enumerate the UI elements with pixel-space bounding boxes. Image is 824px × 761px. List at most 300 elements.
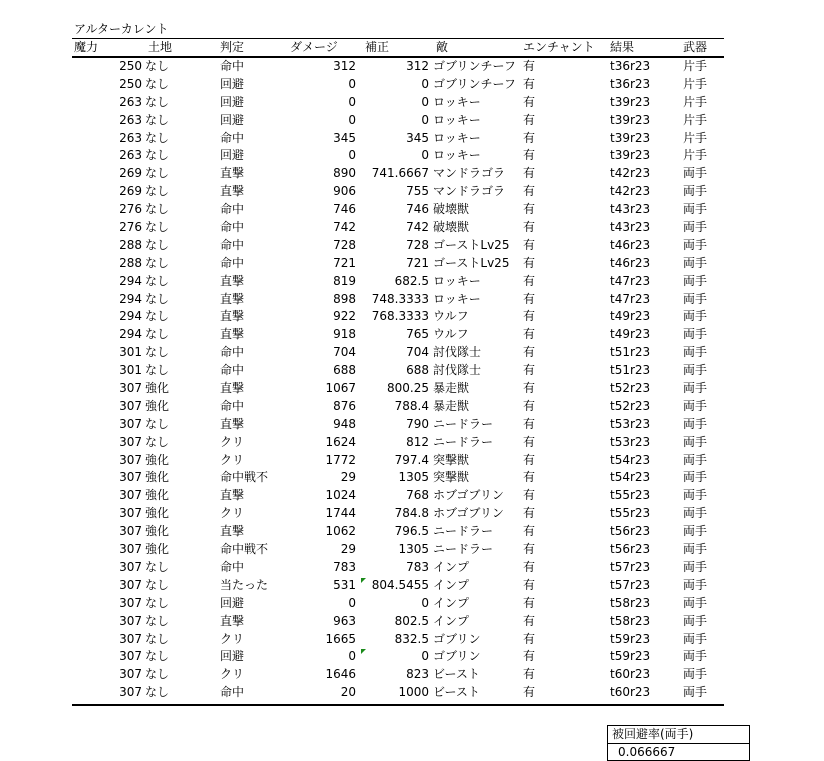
- cell-land[interactable]: なし: [145, 363, 170, 378]
- cell-judge[interactable]: 命中: [220, 685, 245, 700]
- cell-power[interactable]: 307: [119, 685, 142, 700]
- cell-enchant[interactable]: 有: [523, 184, 536, 199]
- cell-result[interactable]: t52r23: [610, 398, 651, 413]
- cell-judge[interactable]: 命中: [220, 202, 245, 217]
- cell-power[interactable]: 307: [119, 595, 142, 610]
- cell-result[interactable]: t57r23: [610, 559, 651, 574]
- cell-correction[interactable]: 804.5455: [371, 577, 429, 592]
- cell-power[interactable]: 276: [119, 202, 142, 217]
- cell-weapon[interactable]: 両手: [683, 184, 708, 199]
- cell-correction[interactable]: 0: [421, 112, 429, 127]
- cell-result[interactable]: t47r23: [610, 291, 651, 306]
- cell-judge[interactable]: 回避: [220, 595, 245, 610]
- cell-enchant[interactable]: 有: [523, 166, 536, 181]
- cell-power[interactable]: 307: [119, 416, 142, 431]
- cell-power[interactable]: 307: [119, 470, 142, 485]
- cell-judge[interactable]: 命中: [220, 363, 245, 378]
- cell-damage[interactable]: 688: [333, 363, 356, 378]
- cell-correction[interactable]: 755: [406, 184, 429, 199]
- cell-damage[interactable]: 963: [333, 613, 356, 628]
- cell-enchant[interactable]: 有: [523, 595, 536, 610]
- cell-land[interactable]: なし: [145, 577, 170, 592]
- cell-judge[interactable]: 命中: [220, 559, 245, 574]
- cell-correction[interactable]: 1305: [398, 542, 429, 557]
- cell-enemy[interactable]: 討伐隊士: [433, 363, 482, 378]
- cell-damage[interactable]: 906: [333, 184, 356, 199]
- cell-power[interactable]: 307: [119, 506, 142, 521]
- cell-correction[interactable]: 1000: [398, 685, 429, 700]
- cell-damage[interactable]: 876: [333, 398, 356, 413]
- cell-land[interactable]: なし: [145, 76, 170, 91]
- cell-damage[interactable]: 704: [333, 345, 356, 360]
- cell-power[interactable]: 263: [119, 130, 142, 145]
- cell-weapon[interactable]: 両手: [683, 273, 708, 288]
- cell-correction[interactable]: 0: [421, 595, 429, 610]
- cell-correction[interactable]: 741.6667: [371, 166, 429, 181]
- cell-result[interactable]: t59r23: [610, 631, 651, 646]
- cell-power[interactable]: 307: [119, 631, 142, 646]
- cell-land[interactable]: なし: [145, 130, 170, 145]
- cell-enchant[interactable]: 有: [523, 524, 536, 539]
- cell-power[interactable]: 307: [119, 381, 142, 396]
- cell-judge[interactable]: 直撃: [220, 416, 245, 431]
- cell-enchant[interactable]: 有: [523, 309, 536, 324]
- cell-judge[interactable]: 命中: [220, 130, 245, 145]
- cell-damage[interactable]: 0: [348, 76, 356, 91]
- cell-weapon[interactable]: 両手: [683, 434, 708, 449]
- cell-enchant[interactable]: 有: [523, 559, 536, 574]
- cell-result[interactable]: t57r23: [610, 577, 651, 592]
- cell-damage[interactable]: 1665: [325, 631, 356, 646]
- cell-power[interactable]: 307: [119, 452, 142, 467]
- cell-result[interactable]: t58r23: [610, 613, 651, 628]
- summary-label[interactable]: 被回避率(両手): [612, 727, 694, 741]
- cell-land[interactable]: なし: [145, 59, 170, 73]
- cell-weapon[interactable]: 片手: [683, 59, 708, 73]
- header-damage[interactable]: ダメージ: [290, 40, 338, 54]
- cell-damage[interactable]: 918: [333, 327, 356, 342]
- cell-damage[interactable]: 922: [333, 309, 356, 324]
- cell-power[interactable]: 276: [119, 220, 142, 235]
- cell-land[interactable]: なし: [145, 148, 170, 163]
- cell-weapon[interactable]: 両手: [683, 237, 708, 252]
- cell-land[interactable]: なし: [145, 613, 170, 628]
- cell-correction[interactable]: 312: [406, 59, 429, 73]
- cell-result[interactable]: t60r23: [610, 667, 651, 682]
- comment-indicator-icon[interactable]: [361, 649, 366, 654]
- cell-enemy[interactable]: ロッキー: [433, 130, 481, 145]
- cell-power[interactable]: 250: [119, 76, 142, 91]
- cell-damage[interactable]: 531: [333, 577, 356, 592]
- cell-result[interactable]: t52r23: [610, 381, 651, 396]
- cell-enchant[interactable]: 有: [523, 130, 536, 145]
- cell-enemy[interactable]: ゴブリン: [433, 649, 481, 664]
- cell-power[interactable]: 307: [119, 398, 142, 413]
- cell-enchant[interactable]: 有: [523, 255, 536, 270]
- cell-enemy[interactable]: ロッキー: [433, 94, 481, 109]
- cell-power[interactable]: 307: [119, 488, 142, 503]
- cell-correction[interactable]: 796.5: [394, 524, 429, 539]
- cell-correction[interactable]: 788.4: [394, 398, 429, 413]
- cell-judge[interactable]: クリ: [220, 452, 245, 467]
- cell-enchant[interactable]: 有: [523, 398, 536, 413]
- cell-enemy[interactable]: ウルフ: [433, 327, 469, 342]
- cell-judge[interactable]: 直撃: [220, 488, 245, 503]
- cell-enemy[interactable]: 破壊獣: [433, 220, 470, 235]
- cell-enemy[interactable]: ニードラー: [433, 434, 494, 449]
- cell-enchant[interactable]: 有: [523, 291, 536, 306]
- cell-judge[interactable]: クリ: [220, 506, 245, 521]
- cell-power[interactable]: 250: [119, 59, 142, 73]
- cell-enemy[interactable]: ゴーストLv25: [433, 237, 510, 252]
- cell-weapon[interactable]: 両手: [683, 327, 708, 342]
- cell-enemy[interactable]: ゴブリン: [433, 631, 481, 646]
- cell-land[interactable]: 強化: [145, 542, 170, 557]
- cell-land[interactable]: なし: [145, 631, 170, 646]
- cell-result[interactable]: t53r23: [610, 434, 651, 449]
- cell-power[interactable]: 307: [119, 649, 142, 664]
- cell-enemy[interactable]: ニードラー: [433, 416, 494, 431]
- header-result[interactable]: 結果: [610, 40, 635, 54]
- header-weapon[interactable]: 武器: [683, 40, 708, 54]
- cell-enemy[interactable]: 破壊獣: [433, 202, 470, 217]
- cell-power[interactable]: 263: [119, 112, 142, 127]
- cell-weapon[interactable]: 両手: [683, 613, 708, 628]
- cell-enemy[interactable]: 突撃獣: [433, 452, 470, 467]
- cell-enchant[interactable]: 有: [523, 381, 536, 396]
- cell-correction[interactable]: 783: [406, 559, 429, 574]
- cell-damage[interactable]: 0: [348, 649, 356, 664]
- cell-damage[interactable]: 0: [348, 94, 356, 109]
- cell-damage[interactable]: 1062: [325, 524, 356, 539]
- cell-result[interactable]: t49r23: [610, 309, 651, 324]
- cell-result[interactable]: t43r23: [610, 220, 651, 235]
- cell-result[interactable]: t54r23: [610, 452, 651, 467]
- cell-enchant[interactable]: 有: [523, 202, 536, 217]
- cell-land[interactable]: 強化: [145, 506, 170, 521]
- cell-result[interactable]: t53r23: [610, 416, 651, 431]
- cell-correction[interactable]: 790: [406, 416, 429, 431]
- cell-enchant[interactable]: 有: [523, 363, 536, 378]
- cell-weapon[interactable]: 片手: [683, 112, 708, 127]
- cell-judge[interactable]: 直撃: [220, 309, 245, 324]
- cell-enchant[interactable]: 有: [523, 148, 536, 163]
- cell-enchant[interactable]: 有: [523, 542, 536, 557]
- cell-damage[interactable]: 0: [348, 595, 356, 610]
- cell-weapon[interactable]: 両手: [683, 202, 708, 217]
- cell-enemy[interactable]: ホブゴブリン: [433, 488, 504, 503]
- header-enemy[interactable]: 敵: [436, 40, 449, 54]
- cell-damage[interactable]: 312: [333, 59, 356, 73]
- cell-correction[interactable]: 832.5: [394, 631, 429, 646]
- cell-weapon[interactable]: 両手: [683, 381, 708, 396]
- cell-enchant[interactable]: 有: [523, 94, 536, 109]
- cell-damage[interactable]: 29: [340, 542, 356, 557]
- cell-result[interactable]: t54r23: [610, 470, 651, 485]
- cell-enemy[interactable]: ウルフ: [433, 309, 469, 324]
- cell-land[interactable]: なし: [145, 273, 170, 288]
- cell-weapon[interactable]: 両手: [683, 416, 708, 431]
- cell-damage[interactable]: 1772: [325, 452, 356, 467]
- cell-correction[interactable]: 746: [406, 202, 429, 217]
- cell-judge[interactable]: 命中: [220, 237, 245, 252]
- cell-correction[interactable]: 682.5: [394, 273, 429, 288]
- cell-power[interactable]: 301: [119, 363, 142, 378]
- cell-land[interactable]: なし: [145, 327, 170, 342]
- cell-enemy[interactable]: ホブゴブリン: [433, 506, 504, 521]
- cell-weapon[interactable]: 両手: [683, 309, 708, 324]
- cell-weapon[interactable]: 両手: [683, 506, 708, 521]
- cell-judge[interactable]: 直撃: [220, 381, 245, 396]
- cell-enchant[interactable]: 有: [523, 452, 536, 467]
- cell-correction[interactable]: 728: [406, 237, 429, 252]
- cell-result[interactable]: t51r23: [610, 345, 651, 360]
- cell-land[interactable]: なし: [145, 237, 170, 252]
- cell-judge[interactable]: 回避: [220, 76, 245, 91]
- cell-land[interactable]: 強化: [145, 524, 170, 539]
- cell-land[interactable]: なし: [145, 416, 170, 431]
- cell-damage[interactable]: 20: [340, 685, 356, 700]
- cell-weapon[interactable]: 両手: [683, 595, 708, 610]
- cell-damage[interactable]: 1024: [325, 488, 356, 503]
- cell-enemy[interactable]: 突撃獣: [433, 470, 470, 485]
- cell-weapon[interactable]: 両手: [683, 542, 708, 557]
- cell-power[interactable]: 307: [119, 542, 142, 557]
- cell-correction[interactable]: 1305: [398, 470, 429, 485]
- cell-damage[interactable]: 1624: [325, 434, 356, 449]
- cell-enchant[interactable]: 有: [523, 237, 536, 252]
- cell-enchant[interactable]: 有: [523, 613, 536, 628]
- cell-judge[interactable]: 直撃: [220, 524, 245, 539]
- cell-power[interactable]: 294: [119, 273, 142, 288]
- cell-land[interactable]: なし: [145, 309, 170, 324]
- cell-enemy[interactable]: ゴーストLv25: [433, 255, 510, 270]
- cell-enchant[interactable]: 有: [523, 470, 536, 485]
- cell-correction[interactable]: 748.3333: [371, 291, 429, 306]
- cell-enemy[interactable]: インプ: [433, 595, 470, 610]
- cell-correction[interactable]: 768: [406, 488, 429, 503]
- cell-result[interactable]: t39r23: [610, 94, 651, 109]
- cell-judge[interactable]: 命中戦不: [220, 470, 269, 485]
- cell-correction[interactable]: 0: [421, 76, 429, 91]
- cell-enemy[interactable]: ゴブリンチーフ: [433, 76, 516, 91]
- cell-correction[interactable]: 812: [406, 434, 429, 449]
- cell-power[interactable]: 307: [119, 667, 142, 682]
- cell-result[interactable]: t56r23: [610, 542, 651, 557]
- cell-result[interactable]: t39r23: [610, 112, 651, 127]
- cell-result[interactable]: t46r23: [610, 255, 651, 270]
- cell-weapon[interactable]: 両手: [683, 685, 708, 700]
- cell-enemy[interactable]: マンドラゴラ: [433, 184, 506, 199]
- cell-enemy[interactable]: ロッキー: [433, 148, 481, 163]
- cell-enemy[interactable]: ビースト: [433, 667, 480, 682]
- cell-power[interactable]: 307: [119, 613, 142, 628]
- cell-result[interactable]: t39r23: [610, 130, 651, 145]
- cell-judge[interactable]: クリ: [220, 631, 245, 646]
- cell-correction[interactable]: 742: [406, 220, 429, 235]
- cell-weapon[interactable]: 片手: [683, 130, 708, 145]
- cell-damage[interactable]: 898: [333, 291, 356, 306]
- cell-weapon[interactable]: 両手: [683, 398, 708, 413]
- cell-correction[interactable]: 768.3333: [371, 309, 429, 324]
- cell-result[interactable]: t42r23: [610, 166, 651, 181]
- cell-enchant[interactable]: 有: [523, 59, 536, 73]
- cell-enchant[interactable]: 有: [523, 488, 536, 503]
- cell-judge[interactable]: クリ: [220, 434, 245, 449]
- cell-enemy[interactable]: ビースト: [433, 685, 480, 700]
- cell-land[interactable]: なし: [145, 434, 170, 449]
- header-judge[interactable]: 判定: [220, 40, 245, 54]
- header-power[interactable]: 魔力: [74, 40, 99, 54]
- cell-weapon[interactable]: 両手: [683, 488, 708, 503]
- cell-judge[interactable]: 回避: [220, 94, 245, 109]
- cell-enemy[interactable]: マンドラゴラ: [433, 166, 506, 181]
- cell-land[interactable]: なし: [145, 345, 170, 360]
- cell-damage[interactable]: 0: [348, 112, 356, 127]
- cell-judge[interactable]: 命中: [220, 345, 245, 360]
- cell-damage[interactable]: 1646: [325, 667, 356, 682]
- cell-enchant[interactable]: 有: [523, 220, 536, 235]
- cell-land[interactable]: 強化: [145, 381, 170, 396]
- cell-weapon[interactable]: 両手: [683, 667, 708, 682]
- header-correction[interactable]: 補正: [365, 40, 390, 54]
- cell-damage[interactable]: 742: [333, 220, 356, 235]
- cell-judge[interactable]: 命中: [220, 398, 245, 413]
- cell-correction[interactable]: 0: [421, 148, 429, 163]
- cell-enchant[interactable]: 有: [523, 76, 536, 91]
- cell-correction[interactable]: 721: [406, 255, 429, 270]
- cell-power[interactable]: 263: [119, 94, 142, 109]
- cell-judge[interactable]: 直撃: [220, 327, 245, 342]
- cell-power[interactable]: 307: [119, 559, 142, 574]
- cell-result[interactable]: t47r23: [610, 273, 651, 288]
- cell-correction[interactable]: 0: [421, 94, 429, 109]
- cell-power[interactable]: 294: [119, 327, 142, 342]
- cell-weapon[interactable]: 両手: [683, 649, 708, 664]
- cell-damage[interactable]: 890: [333, 166, 356, 181]
- cell-result[interactable]: t36r23: [610, 59, 651, 73]
- cell-enchant[interactable]: 有: [523, 631, 536, 646]
- cell-land[interactable]: なし: [145, 220, 170, 235]
- cell-land[interactable]: 強化: [145, 488, 170, 503]
- cell-result[interactable]: t36r23: [610, 76, 651, 91]
- cell-land[interactable]: なし: [145, 94, 170, 109]
- cell-judge[interactable]: 直撃: [220, 291, 245, 306]
- cell-enemy[interactable]: ニードラー: [433, 524, 494, 539]
- cell-result[interactable]: t59r23: [610, 649, 651, 664]
- cell-weapon[interactable]: 両手: [683, 345, 708, 360]
- cell-judge[interactable]: 回避: [220, 649, 245, 664]
- cell-enemy[interactable]: 暴走獣: [433, 381, 470, 396]
- cell-power[interactable]: 301: [119, 345, 142, 360]
- cell-enchant[interactable]: 有: [523, 112, 536, 127]
- cell-enemy[interactable]: インプ: [433, 559, 470, 574]
- cell-judge[interactable]: 回避: [220, 148, 245, 163]
- cell-power[interactable]: 294: [119, 309, 142, 324]
- cell-land[interactable]: 強化: [145, 452, 170, 467]
- cell-land[interactable]: 強化: [145, 470, 170, 485]
- cell-power[interactable]: 288: [119, 255, 142, 270]
- cell-enchant[interactable]: 有: [523, 506, 536, 521]
- cell-damage[interactable]: 345: [333, 130, 356, 145]
- cell-enchant[interactable]: 有: [523, 327, 536, 342]
- header-land[interactable]: 土地: [148, 40, 173, 54]
- cell-damage[interactable]: 0: [348, 148, 356, 163]
- cell-weapon[interactable]: 両手: [683, 291, 708, 306]
- cell-correction[interactable]: 802.5: [394, 613, 429, 628]
- cell-weapon[interactable]: 両手: [683, 577, 708, 592]
- cell-weapon[interactable]: 両手: [683, 631, 708, 646]
- cell-damage[interactable]: 721: [333, 255, 356, 270]
- cell-weapon[interactable]: 両手: [683, 559, 708, 574]
- cell-land[interactable]: なし: [145, 112, 170, 127]
- cell-weapon[interactable]: 片手: [683, 94, 708, 109]
- cell-result[interactable]: t60r23: [610, 685, 651, 700]
- cell-judge[interactable]: 命中: [220, 255, 245, 270]
- cell-correction[interactable]: 823: [406, 667, 429, 682]
- cell-enemy[interactable]: インプ: [433, 577, 470, 592]
- cell-result[interactable]: t55r23: [610, 488, 651, 503]
- cell-weapon[interactable]: 両手: [683, 220, 708, 235]
- cell-power[interactable]: 307: [119, 577, 142, 592]
- cell-weapon[interactable]: 両手: [683, 470, 708, 485]
- cell-land[interactable]: なし: [145, 667, 170, 682]
- cell-judge[interactable]: 命中: [220, 220, 245, 235]
- cell-damage[interactable]: 1067: [325, 381, 356, 396]
- cell-result[interactable]: t49r23: [610, 327, 651, 342]
- cell-land[interactable]: なし: [145, 291, 170, 306]
- cell-land[interactable]: なし: [145, 184, 170, 199]
- cell-land[interactable]: なし: [145, 595, 170, 610]
- cell-damage[interactable]: 746: [333, 202, 356, 217]
- cell-correction[interactable]: 704: [406, 345, 429, 360]
- cell-judge[interactable]: 命中戦不: [220, 542, 269, 557]
- summary-value[interactable]: 0.066667: [618, 745, 676, 759]
- cell-enemy[interactable]: ロッキー: [433, 112, 481, 127]
- cell-result[interactable]: t51r23: [610, 363, 651, 378]
- cell-result[interactable]: t46r23: [610, 237, 651, 252]
- cell-enemy[interactable]: ゴブリンチーフ: [433, 59, 516, 73]
- cell-enchant[interactable]: 有: [523, 434, 536, 449]
- cell-weapon[interactable]: 両手: [683, 255, 708, 270]
- cell-power[interactable]: 269: [119, 166, 142, 181]
- cell-weapon[interactable]: 両手: [683, 524, 708, 539]
- header-enchant[interactable]: エンチャント: [523, 40, 595, 54]
- cell-judge[interactable]: 直撃: [220, 273, 245, 288]
- cell-enemy[interactable]: 討伐隊士: [433, 345, 482, 360]
- cell-damage[interactable]: 819: [333, 273, 356, 288]
- cell-correction[interactable]: 800.25: [387, 381, 429, 396]
- cell-power[interactable]: 307: [119, 524, 142, 539]
- cell-correction[interactable]: 765: [406, 327, 429, 342]
- cell-enchant[interactable]: 有: [523, 273, 536, 288]
- cell-correction[interactable]: 784.8: [394, 506, 429, 521]
- cell-land[interactable]: なし: [145, 255, 170, 270]
- cell-enchant[interactable]: 有: [523, 649, 536, 664]
- cell-result[interactable]: t43r23: [610, 202, 651, 217]
- cell-weapon[interactable]: 片手: [683, 76, 708, 91]
- cell-correction[interactable]: 688: [406, 363, 429, 378]
- cell-weapon[interactable]: 両手: [683, 166, 708, 181]
- cell-damage[interactable]: 29: [340, 470, 356, 485]
- cell-land[interactable]: なし: [145, 559, 170, 574]
- cell-result[interactable]: t56r23: [610, 524, 651, 539]
- cell-judge[interactable]: 直撃: [220, 613, 245, 628]
- cell-enemy[interactable]: 暴走獣: [433, 398, 470, 413]
- cell-damage[interactable]: 1744: [325, 506, 356, 521]
- cell-damage[interactable]: 728: [333, 237, 356, 252]
- cell-power[interactable]: 269: [119, 184, 142, 199]
